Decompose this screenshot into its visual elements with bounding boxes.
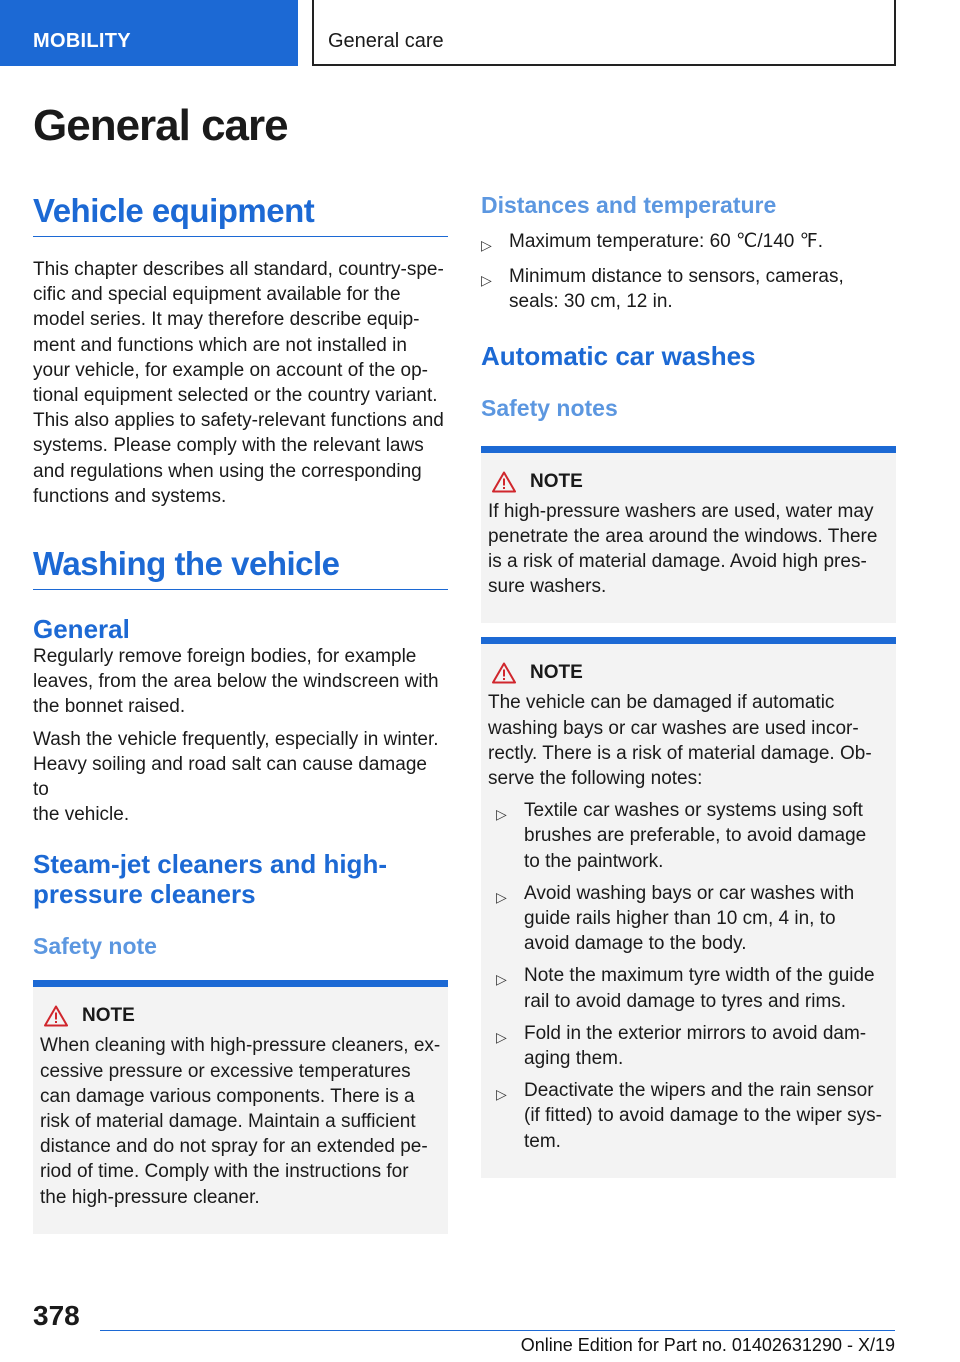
footer-divider	[100, 1330, 895, 1331]
note-header	[488, 471, 889, 493]
triangle-bullet-icon: ▷	[481, 272, 492, 289]
car-washes-heading: Automatic car washes	[481, 340, 756, 371]
list-item: ▷ Maximum temperature: 60 ℃/140 ℉.	[481, 229, 896, 254]
warning-triangle-icon	[492, 471, 516, 493]
page-title: General care	[33, 101, 288, 150]
triangle-bullet-icon: ▷	[496, 971, 507, 988]
washing-heading: Washing the vehicle	[33, 545, 448, 590]
note-text: If high-pressure washers are used, water may penetrate the area around the windows. There is a risk of material damage. Avoid high pres- sure washers.	[488, 500, 878, 598]
warning-triangle-icon	[492, 662, 516, 684]
list-item: ▷ Fold in the exterior mirrors to avoid dam- aging them.	[496, 1022, 867, 1070]
list-item: ▷ Deactivate the wipers and the rain sensor (if fitted) to avoid damage to the wiper sys- tem.	[496, 1080, 882, 1152]
list-item: ▷ Note the maximum tyre width of the guide rail to avoid damage to tyres and rims.	[496, 965, 875, 1012]
page-number: 378	[33, 1300, 80, 1331]
steam-jet-heading: Steam-jet cleaners and high- pressure cleaners	[33, 849, 387, 910]
triangle-bullet-icon: ▷	[496, 1028, 507, 1045]
triangle-bullet-icon: ▷	[496, 1086, 507, 1103]
note-header	[488, 662, 889, 684]
note-label: NOTE	[530, 662, 583, 684]
car-wash-note-box	[481, 637, 896, 1177]
note-label: NOTE	[530, 470, 583, 492]
safety-note-heading: Safety note	[33, 933, 157, 960]
general-heading: General	[33, 614, 130, 645]
triangle-bullet-icon: ▷	[496, 888, 507, 905]
triangle-bullet-icon: ▷	[481, 237, 492, 253]
note-text: When cleaning with high-pressure cleaners, ex- cessive pressure or excessive temperatures can damage various components. There is a risk of material damage. Maintain a sufficient distance and do not spray for an extended pe- riod of time. Comply with the instructions for the high-pressure cleaner.	[40, 1035, 441, 1208]
note-label: NOTE	[82, 1005, 135, 1027]
safety-notes-heading: Safety notes	[481, 394, 618, 421]
header-section-tab: MOBILITY	[0, 0, 298, 66]
general-para-2: Wash the vehicle frequently, especially in winter. Heavy soiling and road salt can cause damage to the vehicle.	[33, 728, 439, 826]
left-column	[33, 192, 448, 1234]
right-column	[481, 192, 896, 1178]
vehicle-equipment-heading: Vehicle equipment	[33, 192, 448, 237]
note-text: The vehicle can be damaged if automatic washing bays or car washes are used incor- rectly. There is a risk of material damage. Ob- serve the following notes:	[488, 692, 872, 790]
footer-edition: Online Edition for Part no. 01402631290 - X/19	[520, 1335, 895, 1355]
warning-triangle-icon	[44, 1005, 68, 1027]
triangle-bullet-icon: ▷	[496, 806, 507, 823]
washers-note-box	[481, 446, 896, 624]
car-wash-notes-list	[488, 798, 889, 1154]
list-item: ▷ Avoid washing bays or car washes with guide rails higher than 10 cm, 4 in, to avoid damage to the body.	[496, 882, 855, 955]
distances-list	[481, 229, 896, 315]
header-chapter-title: General care	[312, 0, 896, 66]
list-item: ▷ Textile car washes or systems using soft brushes are preferable, to avoid damage to the paintwork.	[496, 800, 867, 872]
high-pressure-note-box	[33, 980, 448, 1233]
vehicle-equipment-text: This chapter describes all standard, country-spe- cific and special equipment available for the model series. It may therefore describe equip- ment and functions which are not installed in your vehicle, for example on account of the op- tional equipment selected or the country variant. This also applies to safety-relevant functions and systems. Please comply with the relevant laws and regulations when using the corresponding functions and systems.	[33, 259, 444, 507]
general-para-1: Regularly remove foreign bodies, for example leaves, from the area below the windscreen with the bonnet raised.	[33, 646, 439, 718]
distances-heading: Distances and temperature	[481, 192, 777, 218]
note-header	[40, 1005, 441, 1027]
list-item: ▷ Minimum distance to sensors, cameras, seals: 30 cm, 12 in.	[481, 266, 844, 313]
